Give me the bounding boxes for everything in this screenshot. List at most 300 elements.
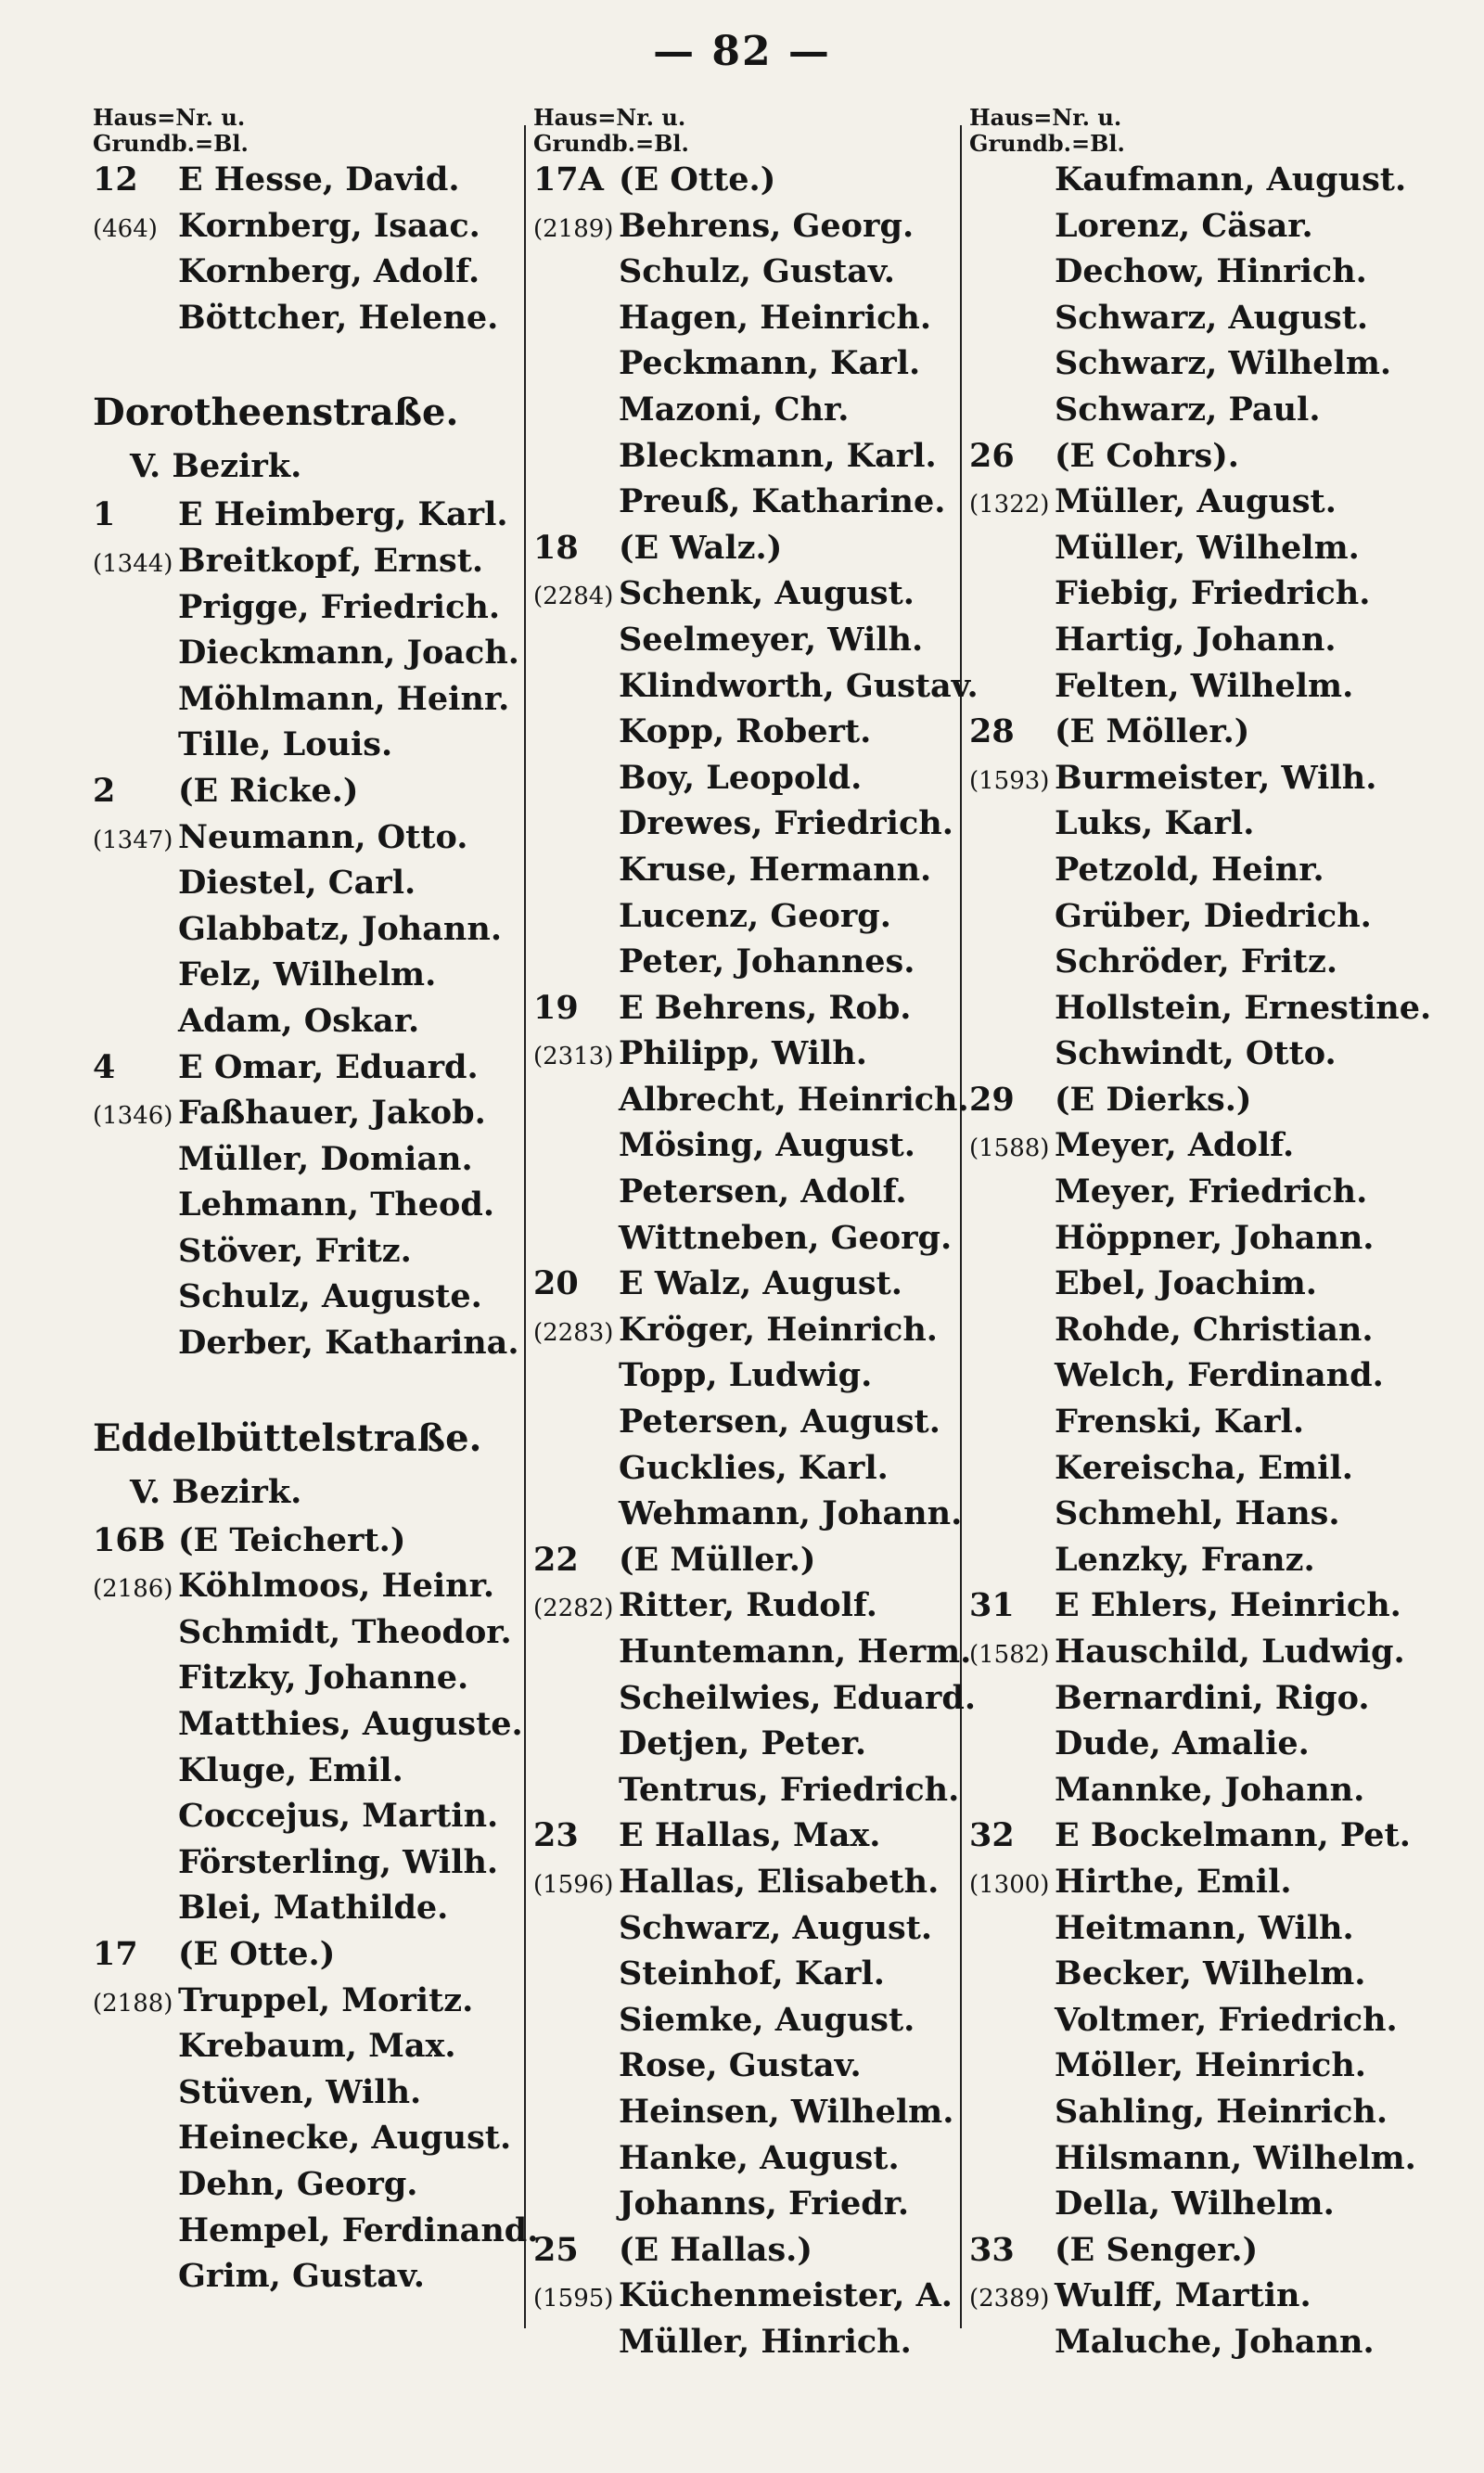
resident-entry: [93, 768, 529, 814]
header-house-number: Haus=Nr. u.: [533, 104, 686, 131]
resident-entry: [533, 2135, 965, 2182]
land-register-number: (1596): [533, 1870, 614, 1899]
resident-entry: [969, 1997, 1452, 2044]
section-spacer: [93, 340, 529, 385]
resident-entry: [533, 2227, 965, 2274]
resident-name: Becker, Wilhelm.: [1055, 1954, 1366, 1993]
resident-name: Neumann, Otto.: [178, 817, 468, 856]
resident-name: Detjen, Peter.: [619, 1724, 867, 1763]
house-number: 16B: [93, 1520, 166, 1559]
resident-name: Küchenmeister, A.: [619, 2276, 953, 2315]
resident-entry: [93, 1563, 529, 1609]
street-heading: Dorotheenstraße.: [93, 391, 459, 435]
resident-entry: [969, 1629, 1452, 1675]
resident-entry: [533, 1352, 965, 1399]
resident-entry: [93, 1655, 529, 1701]
resident-entry: [533, 1307, 965, 1353]
section-spacer: [93, 1366, 529, 1411]
resident-name: Dehn, Georg.: [178, 2164, 418, 2203]
resident-name: Blei, Mathilde.: [178, 1889, 449, 1928]
resident-entry: [969, 1767, 1452, 1813]
resident-name: Bernardini, Rigo.: [1055, 1678, 1370, 1717]
resident-entry: [533, 1261, 965, 1307]
resident-entry: [93, 249, 529, 295]
resident-entry: [93, 295, 529, 341]
resident-name: Petersen, August.: [619, 1403, 940, 1442]
header-house-number: Haus=Nr. u.: [969, 104, 1122, 131]
house-number: 32: [969, 1816, 1015, 1855]
resident-name: Welch, Ferdinand.: [1055, 1356, 1384, 1395]
resident-entry: [533, 1997, 965, 2044]
resident-name: (E Ricke.): [178, 771, 359, 810]
resident-name: Matthies, Auguste.: [178, 1705, 523, 1744]
resident-name: Böttcher, Helene.: [178, 298, 499, 337]
resident-name: Klindworth, Gustav.: [619, 666, 979, 705]
resident-name: Felz, Wilhelm.: [178, 955, 437, 994]
resident-entry: [93, 157, 529, 203]
resident-entry: [533, 1767, 965, 1813]
resident-name: Ebel, Joachim.: [1055, 1264, 1317, 1303]
resident-name: Tille, Louis.: [178, 725, 393, 764]
resident-name: Preuß, Katharine.: [619, 482, 946, 521]
resident-entry: [969, 1582, 1452, 1629]
resident-entry: [533, 1122, 965, 1169]
resident-name: Fiebig, Friedrich.: [1055, 574, 1371, 613]
resident-entry: [969, 709, 1452, 755]
resident-entry: [533, 939, 965, 985]
resident-name: (E Teichert.): [178, 1520, 406, 1559]
resident-entry: [969, 1169, 1452, 1215]
resident-entry: [533, 479, 965, 525]
resident-entry: [969, 801, 1452, 847]
resident-entry: [969, 1352, 1452, 1399]
resident-entry: [969, 1445, 1452, 1492]
resident-name: (E Cohrs).: [1055, 436, 1239, 475]
resident-name: Diestel, Carl.: [178, 864, 416, 903]
resident-entry: [533, 2273, 965, 2319]
resident-name: Peter, Johannes.: [619, 942, 915, 981]
resident-entry: [969, 847, 1452, 893]
resident-entry: [93, 2069, 529, 2116]
column-header: [93, 105, 529, 157]
resident-entry: [969, 893, 1452, 940]
house-number: 29: [969, 1080, 1015, 1119]
resident-name: Seelmeyer, Wilh.: [619, 620, 924, 659]
resident-entry: [969, 1307, 1452, 1353]
resident-entry: [93, 1978, 529, 2024]
column-1: [93, 104, 539, 2300]
resident-name: E Bockelmann, Pet.: [1055, 1816, 1411, 1855]
resident-name: Hempel, Ferdinand.: [178, 2210, 539, 2249]
resident-name: Kornberg, Adolf.: [178, 252, 480, 291]
house-number: 18: [533, 528, 579, 567]
house-number: 17: [93, 1935, 138, 1973]
resident-entry: [533, 525, 965, 571]
resident-entry: [93, 1136, 529, 1183]
resident-name: Krebaum, Max.: [178, 2027, 456, 2066]
resident-entry: [969, 1813, 1452, 1859]
resident-name: Maluche, Johann.: [1055, 2322, 1375, 2361]
resident-entry: [969, 1122, 1452, 1169]
land-register-number: (2284): [533, 583, 614, 611]
resident-entry: [969, 2135, 1452, 2182]
resident-entry: [93, 1701, 529, 1748]
land-register-number: (2313): [533, 1043, 614, 1071]
resident-entry: [533, 387, 965, 433]
column-entries: [969, 157, 1452, 2365]
resident-name: (E Hallas.): [619, 2230, 812, 2269]
resident-name: Heitmann, Wilh.: [1055, 1908, 1354, 1947]
resident-entry: [93, 203, 529, 250]
resident-name: (E Otte.): [178, 1935, 336, 1973]
resident-name: E Ehlers, Heinrich.: [1055, 1586, 1401, 1625]
resident-name: Meyer, Adolf.: [1055, 1126, 1295, 1165]
resident-entry: [533, 1582, 965, 1629]
resident-name: Schwarz, Paul.: [1055, 390, 1321, 429]
land-register-number: (1346): [93, 1102, 173, 1131]
resident-entry: [93, 584, 529, 631]
resident-name: Müller, Hinrich.: [619, 2322, 912, 2361]
resident-name: Kluge, Emil.: [178, 1750, 403, 1789]
house-number: 4: [93, 1047, 116, 1086]
resident-entry: [533, 1445, 965, 1492]
resident-entry: [533, 2181, 965, 2227]
resident-entry: [533, 340, 965, 387]
resident-name: Dechow, Hinrich.: [1055, 252, 1367, 291]
resident-name: Schulz, Gustav.: [619, 252, 895, 291]
resident-name: E Behrens, Rob.: [619, 988, 912, 1027]
resident-entry: [93, 952, 529, 998]
resident-name: Wulff, Martin.: [1055, 2276, 1311, 2315]
resident-name: E Omar, Eduard.: [178, 1047, 479, 1086]
header-land-register: Grundb.=Bl.: [533, 130, 689, 157]
resident-name: (E Walz.): [619, 528, 783, 567]
resident-name: Kornberg, Isaac.: [178, 206, 480, 245]
resident-entry: [533, 617, 965, 663]
resident-name: Müller, Domian.: [178, 1139, 473, 1178]
land-register-number: (464): [93, 214, 158, 243]
land-register-number: (1300): [969, 1870, 1050, 1899]
resident-name: Kereischa, Emil.: [1055, 1448, 1353, 1487]
resident-name: Derber, Katharina.: [178, 1324, 519, 1363]
district-label: V. Bezirk.: [130, 447, 302, 486]
house-number: 31: [969, 1586, 1015, 1625]
resident-name: Hanke, August.: [619, 2138, 900, 2177]
resident-name: Hallas, Elisabeth.: [619, 1862, 940, 1901]
resident-entry: [969, 2319, 1452, 2365]
resident-entry: [93, 630, 529, 676]
resident-entry: [533, 801, 965, 847]
resident-name: Lorenz, Cäsar.: [1055, 206, 1313, 245]
resident-name: Fitzky, Johanne.: [178, 1659, 469, 1698]
resident-entry: [93, 1609, 529, 1656]
resident-entry: [969, 340, 1452, 387]
resident-entry: [93, 998, 529, 1044]
resident-entry: [533, 1169, 965, 1215]
resident-entry: [533, 157, 965, 203]
resident-name: Kopp, Robert.: [619, 712, 872, 751]
resident-entry: [93, 1090, 529, 1136]
resident-name: Sahling, Heinrich.: [1055, 2092, 1388, 2131]
resident-name: Topp, Ludwig.: [619, 1356, 873, 1395]
resident-name: E Walz, August.: [619, 1264, 902, 1303]
resident-entry: [93, 2208, 539, 2254]
resident-entry: [533, 893, 965, 940]
resident-entry: [533, 2043, 965, 2089]
resident-entry: [969, 525, 1452, 571]
resident-entry: [969, 1537, 1452, 1583]
house-number: 12: [93, 160, 138, 199]
house-number: 23: [533, 1816, 579, 1855]
resident-name: E Heimberg, Karl.: [178, 495, 508, 534]
resident-entry: [93, 538, 529, 584]
resident-name: Gucklies, Karl.: [619, 1448, 889, 1487]
resident-entry: [969, 663, 1452, 710]
resident-name: Della, Wilhelm.: [1055, 2185, 1335, 2223]
resident-name: Schwarz, Wilhelm.: [1055, 344, 1392, 383]
resident-entry: [93, 814, 529, 861]
house-number: 22: [533, 1540, 579, 1579]
house-number: 25: [533, 2230, 579, 2269]
resident-entry: [969, 479, 1452, 525]
resident-name: Glabbatz, Johann.: [178, 909, 503, 948]
resident-entry: [969, 203, 1452, 250]
resident-entry: [969, 1905, 1452, 1952]
resident-entry: [93, 676, 529, 723]
resident-name: Siemke, August.: [619, 2000, 915, 2039]
resident-name: (E Dierks.): [1055, 1080, 1252, 1119]
district-label: V. Bezirk.: [130, 1472, 302, 1511]
resident-entry: [533, 985, 965, 1031]
resident-name: Lucenz, Georg.: [619, 896, 891, 935]
resident-entry: [533, 1215, 965, 1262]
land-register-number: (2282): [533, 1595, 614, 1623]
resident-entry: [533, 1675, 977, 1722]
resident-name: Hirthe, Emil.: [1055, 1862, 1292, 1901]
resident-name: Heinsen, Wilhelm.: [619, 2092, 954, 2131]
resident-name: Voltmer, Friedrich.: [1055, 2000, 1398, 2039]
resident-entry: [533, 1077, 969, 1123]
resident-name: Müller, August.: [1055, 482, 1337, 521]
resident-name: Dude, Amalie.: [1055, 1724, 1310, 1763]
resident-entry: [969, 157, 1452, 203]
resident-name: Hilsmann, Wilhelm.: [1055, 2138, 1416, 2177]
resident-name: Hauschild, Ludwig.: [1055, 1633, 1405, 1671]
house-number: 17A: [533, 160, 604, 199]
resident-entry: [969, 570, 1452, 617]
resident-name: Müller, Wilhelm.: [1055, 528, 1360, 567]
resident-name: Peckmann, Karl.: [619, 344, 921, 383]
resident-entry: [93, 1274, 529, 1320]
resident-entry: [93, 906, 529, 953]
resident-name: Faßhauer, Jakob.: [178, 1094, 486, 1133]
resident-entry: [969, 1399, 1452, 1445]
resident-name: Lehmann, Theod.: [178, 1185, 495, 1224]
resident-entry: [533, 1399, 965, 1445]
resident-entry: [533, 1905, 965, 1952]
resident-entry: [969, 1077, 1452, 1123]
column-header: [969, 105, 1452, 157]
resident-name: Tentrus, Friedrich.: [619, 1770, 960, 1809]
land-register-number: (1344): [93, 549, 173, 578]
resident-name: Möhlmann, Heinr.: [178, 679, 510, 718]
resident-name: Grim, Gustav.: [178, 2257, 425, 2296]
resident-entry: [533, 755, 965, 801]
column-entries: [93, 157, 539, 2300]
resident-name: Hollstein, Ernestine.: [1055, 988, 1432, 1027]
resident-entry: [533, 1813, 965, 1859]
resident-entry: [969, 1721, 1452, 1767]
resident-name: Steinhof, Karl.: [619, 1954, 885, 1993]
resident-entry: [533, 1537, 965, 1583]
resident-name: Truppel, Moritz.: [178, 1980, 474, 2019]
resident-name: Försterling, Wilh.: [178, 1842, 499, 1881]
resident-name: Schulz, Auguste.: [178, 1277, 482, 1316]
resident-name: Köhlmoos, Heinr.: [178, 1567, 495, 1606]
resident-name: Meyer, Friedrich.: [1055, 1172, 1368, 1211]
column-2: [533, 104, 979, 2365]
resident-name: Mannke, Johann.: [1055, 1770, 1365, 1809]
resident-name: Ritter, Rudolf.: [619, 1586, 877, 1625]
resident-name: Schmehl, Hans.: [1055, 1494, 1340, 1533]
resident-entry: [93, 492, 529, 538]
house-number: 26: [969, 436, 1015, 475]
resident-name: Wehmann, Johann.: [619, 1494, 963, 1533]
resident-name: Schmidt, Theodor.: [178, 1612, 512, 1651]
resident-name: Behrens, Georg.: [619, 206, 915, 245]
column-entries: [533, 157, 979, 2365]
header-land-register: Grundb.=Bl.: [969, 130, 1125, 157]
resident-entry: [969, 1951, 1452, 1997]
land-register-number: (2186): [93, 1575, 173, 1604]
resident-entry: [533, 203, 965, 250]
resident-entry: [969, 2089, 1452, 2135]
resident-entry: [969, 1261, 1452, 1307]
resident-entry: [969, 1031, 1452, 1077]
resident-name: Rohde, Christian.: [1055, 1310, 1374, 1349]
resident-entry: [969, 1491, 1452, 1537]
land-register-number: (2283): [533, 1318, 614, 1347]
resident-entry: [533, 1031, 965, 1077]
resident-entry: [533, 709, 965, 755]
resident-entry: [93, 2161, 529, 2208]
resident-name: E Hesse, David.: [178, 160, 460, 199]
resident-entry: [969, 1859, 1452, 1905]
resident-entry: [533, 2089, 965, 2135]
resident-name: Heinecke, August.: [178, 2119, 512, 2158]
resident-name: Kruse, Hermann.: [619, 850, 932, 889]
resident-entry: [533, 663, 979, 710]
resident-name: Lenzky, Franz.: [1055, 1540, 1315, 1579]
resident-entry: [533, 1859, 965, 1905]
resident-entry: [969, 2227, 1452, 2274]
resident-entry: [533, 1721, 965, 1767]
resident-entry: [93, 1182, 529, 1228]
resident-entry: [533, 1951, 965, 1997]
resident-name: Mazoni, Chr.: [619, 390, 850, 429]
resident-entry: [93, 1931, 529, 1978]
resident-entry: [533, 2319, 965, 2365]
resident-entry: [533, 295, 965, 341]
resident-entry: [93, 1228, 529, 1275]
land-register-number: (2389): [969, 2285, 1050, 2313]
house-number: 19: [533, 988, 579, 1027]
resident-entry: [93, 1320, 529, 1366]
resident-name: Luks, Karl.: [1055, 804, 1255, 843]
resident-name: Schwarz, August.: [1055, 298, 1369, 337]
resident-entry: [969, 295, 1452, 341]
resident-entry: [533, 847, 965, 893]
header-house-number: Haus=Nr. u.: [93, 104, 246, 131]
resident-name: Wittneben, Georg.: [619, 1218, 953, 1257]
resident-name: Stüven, Wilh.: [178, 2072, 422, 2111]
resident-name: Frenski, Karl.: [1055, 1403, 1305, 1442]
resident-entry: [93, 1518, 529, 1564]
resident-entry: [533, 570, 965, 617]
column-header: [533, 105, 965, 157]
resident-name: Schröder, Fritz.: [1055, 942, 1338, 981]
resident-name: Burmeister, Wilh.: [1055, 758, 1377, 797]
resident-name: Philipp, Wilh.: [619, 1034, 867, 1073]
resident-name: Felten, Wilhelm.: [1055, 666, 1354, 705]
resident-name: Grüber, Diedrich.: [1055, 896, 1372, 935]
resident-name: Stöver, Fritz.: [178, 1231, 412, 1270]
house-number: 28: [969, 712, 1015, 751]
land-register-number: (1588): [969, 1134, 1050, 1163]
resident-entry: [969, 433, 1452, 480]
resident-name: Hartig, Johann.: [1055, 620, 1337, 659]
land-register-number: (2189): [533, 214, 614, 243]
resident-entry: [969, 939, 1452, 985]
house-number: 1: [93, 495, 116, 534]
resident-name: Prigge, Friedrich.: [178, 587, 501, 626]
resident-name: Rose, Gustav.: [619, 2046, 862, 2085]
resident-entry: [533, 433, 965, 480]
resident-entry: [533, 1629, 972, 1675]
resident-entry: [93, 2023, 529, 2069]
resident-name: Drewes, Friedrich.: [619, 804, 953, 843]
resident-name: Möller, Heinrich.: [1055, 2046, 1366, 2085]
house-number: 33: [969, 2230, 1015, 2269]
resident-name: Petersen, Adolf.: [619, 1172, 907, 1211]
resident-entry: [969, 1215, 1452, 1262]
street-heading: Eddelbüttelstraße.: [93, 1416, 482, 1460]
page-number: — 82 —: [653, 28, 831, 75]
land-register-number: (2188): [93, 1989, 173, 2018]
resident-name: Hagen, Heinrich.: [619, 298, 932, 337]
resident-name: Albrecht, Heinrich.: [619, 1080, 969, 1119]
resident-name: (E Senger.): [1055, 2230, 1259, 2269]
resident-name: Breitkopf, Ernst.: [178, 541, 484, 580]
resident-name: Mösing, August.: [619, 1126, 915, 1165]
resident-name: Johanns, Friedr.: [619, 2185, 910, 2223]
resident-entry: [93, 2253, 529, 2300]
resident-name: Huntemann, Herm.: [619, 1633, 972, 1671]
resident-name: (E Müller.): [619, 1540, 816, 1579]
resident-name: Boy, Leopold.: [619, 758, 863, 797]
resident-entry: [93, 1748, 529, 1794]
resident-name: (E Möller.): [1055, 712, 1250, 751]
resident-entry: [93, 2115, 529, 2161]
resident-name: (E Otte.): [619, 160, 776, 199]
land-register-number: (1593): [969, 766, 1050, 795]
resident-entry: [93, 1793, 529, 1839]
resident-entry: [969, 617, 1452, 663]
resident-name: Petzold, Heinr.: [1055, 850, 1324, 889]
resident-entry: [969, 2273, 1452, 2319]
resident-entry: [533, 1491, 965, 1537]
resident-entry: [93, 722, 529, 768]
